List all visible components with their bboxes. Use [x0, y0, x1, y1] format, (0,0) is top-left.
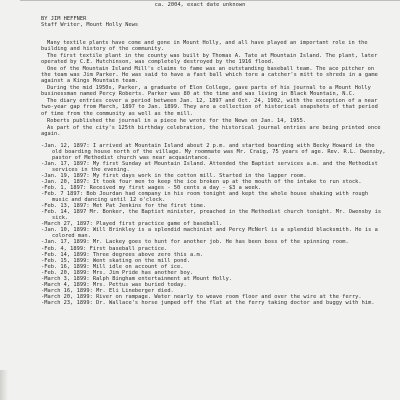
- scan-shadow: [0, 370, 8, 400]
- journal-entry: -Feb. 13, 1897: Met Pat Jenkins for the first time.: [41, 203, 207, 210]
- journal-entry: -Jan. 19, 1897: My first days work in the cotton mill. Started in the lapper room.: [41, 172, 307, 179]
- article-paragraph: The first textile plant in the county was built by Thomas A. Tate at Mountain Island. The plant, later operated by C.E. Hutchinson, was completely destroyed by the 1916 flood.: [41, 53, 378, 66]
- scan-edge-line: [20, 0, 400, 1]
- date-header: ca. 2004, exact date unknown: [154, 2, 246, 8]
- journal-entry: -March 23, 1899: Dr. Wallace's horse jumped off the flat at the ferry taking doctor and buggy with him.: [41, 299, 375, 306]
- journal-entry: -Jan. 17, 1899: Mr. Lackey goes to hunt for another job. He has been boss of the spinning room.: [41, 239, 349, 246]
- article-paragraph: The diary entries cover a period between Jan. 12, 1897 and Oct. 24, 1902, with the exception of a near two-year gap from March, 1897 to Jan. 1899. They are a collection of historical snapshots of that period of time from the community as well as the mill.: [41, 98, 378, 117]
- journal-entry: -Feb. 16, 1899: Mill idle on account of ice.: [41, 263, 184, 270]
- journal-entries: [41, 143, 386, 306]
- byline-author: BY JIM HEFFNER: [41, 16, 87, 22]
- journal-entry: -Feb. 14, 1899: Three degrees above zero this a.m.: [41, 251, 203, 258]
- article-body: [41, 40, 386, 306]
- journal-entry: -Feb. 4, 1899: First baseball practice.: [41, 245, 168, 252]
- byline-title: Staff Writer, Mount Holly News: [41, 22, 139, 29]
- journal-entry: -Feb. 7 1897: Bob Jourdan had company in his room tonight and kept the whole house shaking with rough music and dancing until 12 o'clock.: [41, 191, 369, 204]
- journal-entry: -Feb. 15, 1899: Went skating on the mill pond.: [41, 257, 190, 264]
- journal-entry: -Jan. 17, 1897: My first Sunday at Mountain Island. Attended the Baptist services a.m. and the Methodist services in the evening.: [41, 160, 378, 173]
- journal-entry: -March 16, 1899: Mr. Eli Lineberger died.: [41, 287, 174, 294]
- article-paragraph: During the mid 1950s, Parker, a graduate of Elon College, gave parts of his journal to a Mount Holly businessman named Percy Roberts. Parker was 80 at the time and was living in Black Mountain, N.C.: [41, 85, 371, 98]
- journal-entry: -March 4, 1899: Mrs. Pettus was buried today.: [41, 281, 187, 288]
- article-paragraph: Roberts published the journal in a piece he wrote for the News on Jan. 14, 1955.: [47, 117, 307, 124]
- journal-entry: -Jan. 20, 1897: It took four men to keep the ice broken up at the mouth of the intake to run stock.: [41, 178, 362, 185]
- journal-entry: -Feb. 1, 1897: Received my first wages - 50 cents a day - $3 a week.: [41, 185, 262, 192]
- journal-entry: -March 3, 1899: Ralph Bingham entertainment at Mount Holly.: [41, 275, 233, 282]
- article-paragraph: One of the Mountain Island Mill's claims to fame was an outstanding baseball team. The ace pitcher on the team was Jim Parker. He was said to have a fast ball which tore a catcher's mitt to shreds in a game against a Kings Mountain team.: [41, 66, 378, 85]
- article-paragraph: As part of the city's 125th birthday celebration, the historical journal entries are being printed once again.: [41, 124, 381, 137]
- journal-entry: -Jan. 12, 1897: I arrived at Mountain Island about 2 p.m. and started boarding with Becky Howard in the old boarding house north of the village. My roommate was Mr. Craig, 75 years of age. Rev. R.L. Owensby, pastor of Methodist church was near acquaintance.: [41, 142, 386, 161]
- journal-entry: -Feb. 14, 1897 Mr. Bonker, the Baptist minister, preached in the Methodist church tonight. Mr. Owensby is sick.: [41, 209, 382, 222]
- journal-entry: -March 20, 1899: River on rampage. Water nearly to weave room floor and over the wire at the ferry.: [41, 293, 362, 300]
- journal-entry: -Jan. 10, 1899: Will Brinkley is a splendid machinist and Percy McNerl is a splendid blacksmith. He is a colored man.: [41, 227, 378, 240]
- journal-entry: -Feb. 20, 1899: Mrs. Jim Pride has another boy.: [41, 269, 194, 276]
- byline: [41, 16, 138, 28]
- article-paragraph: Many textile plants have come and gone in Mount Holly, and all have played an important role in the building and history of the community.: [41, 40, 368, 53]
- journal-entry: -March 27, 1897: Played first practice game of baseball.: [41, 221, 223, 228]
